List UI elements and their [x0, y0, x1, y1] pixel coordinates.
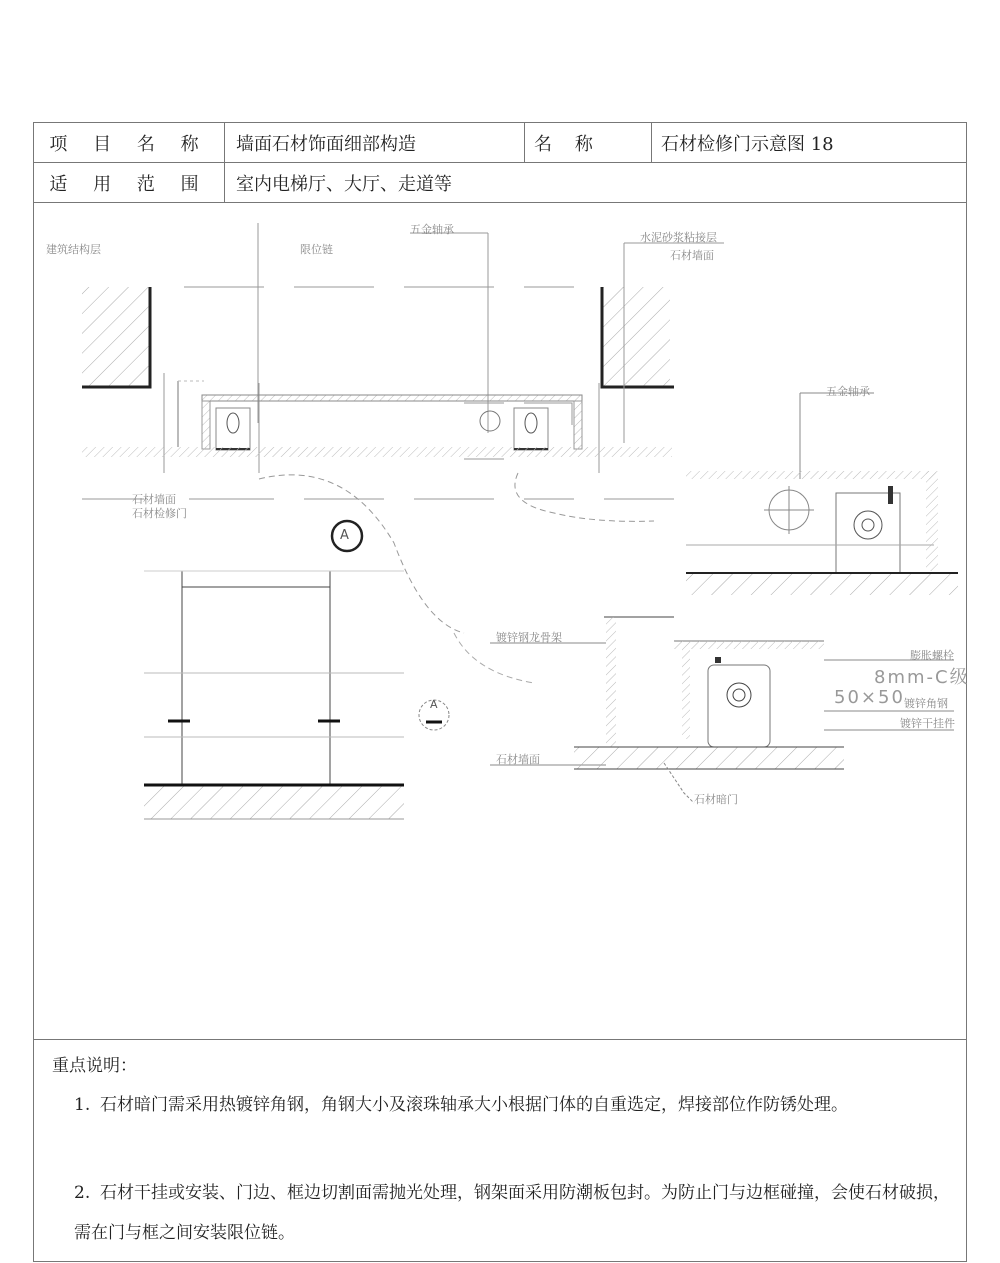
- project-label: 项 目 名 称: [49, 133, 209, 155]
- name-label: 名 称: [534, 133, 593, 155]
- divider: [224, 163, 225, 202]
- scope-label: 适 用 范 围: [49, 173, 209, 195]
- notes-title: 重点说明：: [52, 1056, 137, 1076]
- label-limit-chain: 限位链: [300, 243, 333, 256]
- note-number: 1.: [74, 1095, 91, 1115]
- detail-bearing-section: [686, 393, 958, 595]
- label-stone-access-door: 石材检修门: [132, 507, 187, 520]
- label-channel-steel: 8mm-C级: [874, 667, 970, 688]
- label-expansion-bolt: 膨胀螺栓: [910, 649, 954, 662]
- detail-sheet: [33, 122, 970, 1262]
- label-structure-layer: 建筑结构层: [46, 243, 101, 256]
- divider: [651, 123, 652, 162]
- label-angle-steel-size: 50×50: [834, 687, 905, 708]
- note-text: 石材干挂或安装、门边、框边切割面需抛光处理，钢架面采用防潮板包封。为防止门与边框碰撞，会使石材破损，需在门与框之间安装限位链。: [74, 1183, 950, 1243]
- label-stone-door: 石材暗门: [694, 793, 738, 806]
- label-cement-mortar: 水泥砂浆粘接层: [640, 231, 717, 244]
- label-angle-steel: 镀锌角钢: [904, 697, 948, 710]
- note-text: 石材暗门需采用热镀锌角钢，角钢大小及滚珠轴承大小根据门体的自重选定，焊接部位作防锈处理。: [100, 1095, 848, 1115]
- label-stone-wall-face-detail: 石材墙面: [496, 753, 540, 766]
- note-item-2: [74, 1173, 954, 1253]
- note-item-1: [74, 1085, 954, 1125]
- label-stone-wall: 石材墙面: [670, 249, 714, 262]
- elevation-view: [144, 571, 449, 819]
- label-bearing-top: 五金轴承: [410, 223, 454, 236]
- divider: [524, 123, 525, 162]
- header-row-scope: [34, 163, 966, 203]
- label-bearing-detail: 五金轴承: [826, 385, 870, 398]
- label-galvanized-frame: 镀锌钢龙骨架: [496, 631, 562, 644]
- detail-a-letter: A: [340, 528, 349, 543]
- label-stone-wall-face: 石材墙面: [132, 493, 176, 506]
- section-a-letter: A: [430, 698, 438, 711]
- label-galvanized-hanger: 镀锌干挂件: [900, 717, 955, 730]
- name-value: 石材检修门示意图 18: [661, 133, 834, 155]
- key-notes: [34, 1039, 966, 1263]
- note-number: 2.: [74, 1183, 91, 1203]
- header-row-project: [34, 123, 966, 163]
- cad-drawing: [34, 203, 968, 1039]
- scope-value: 室内电梯厅、大厅、走道等: [236, 173, 452, 195]
- divider: [224, 123, 225, 162]
- cad-drawing-area: [34, 203, 970, 1040]
- project-value: 墙面石材饰面细部构造: [236, 133, 416, 155]
